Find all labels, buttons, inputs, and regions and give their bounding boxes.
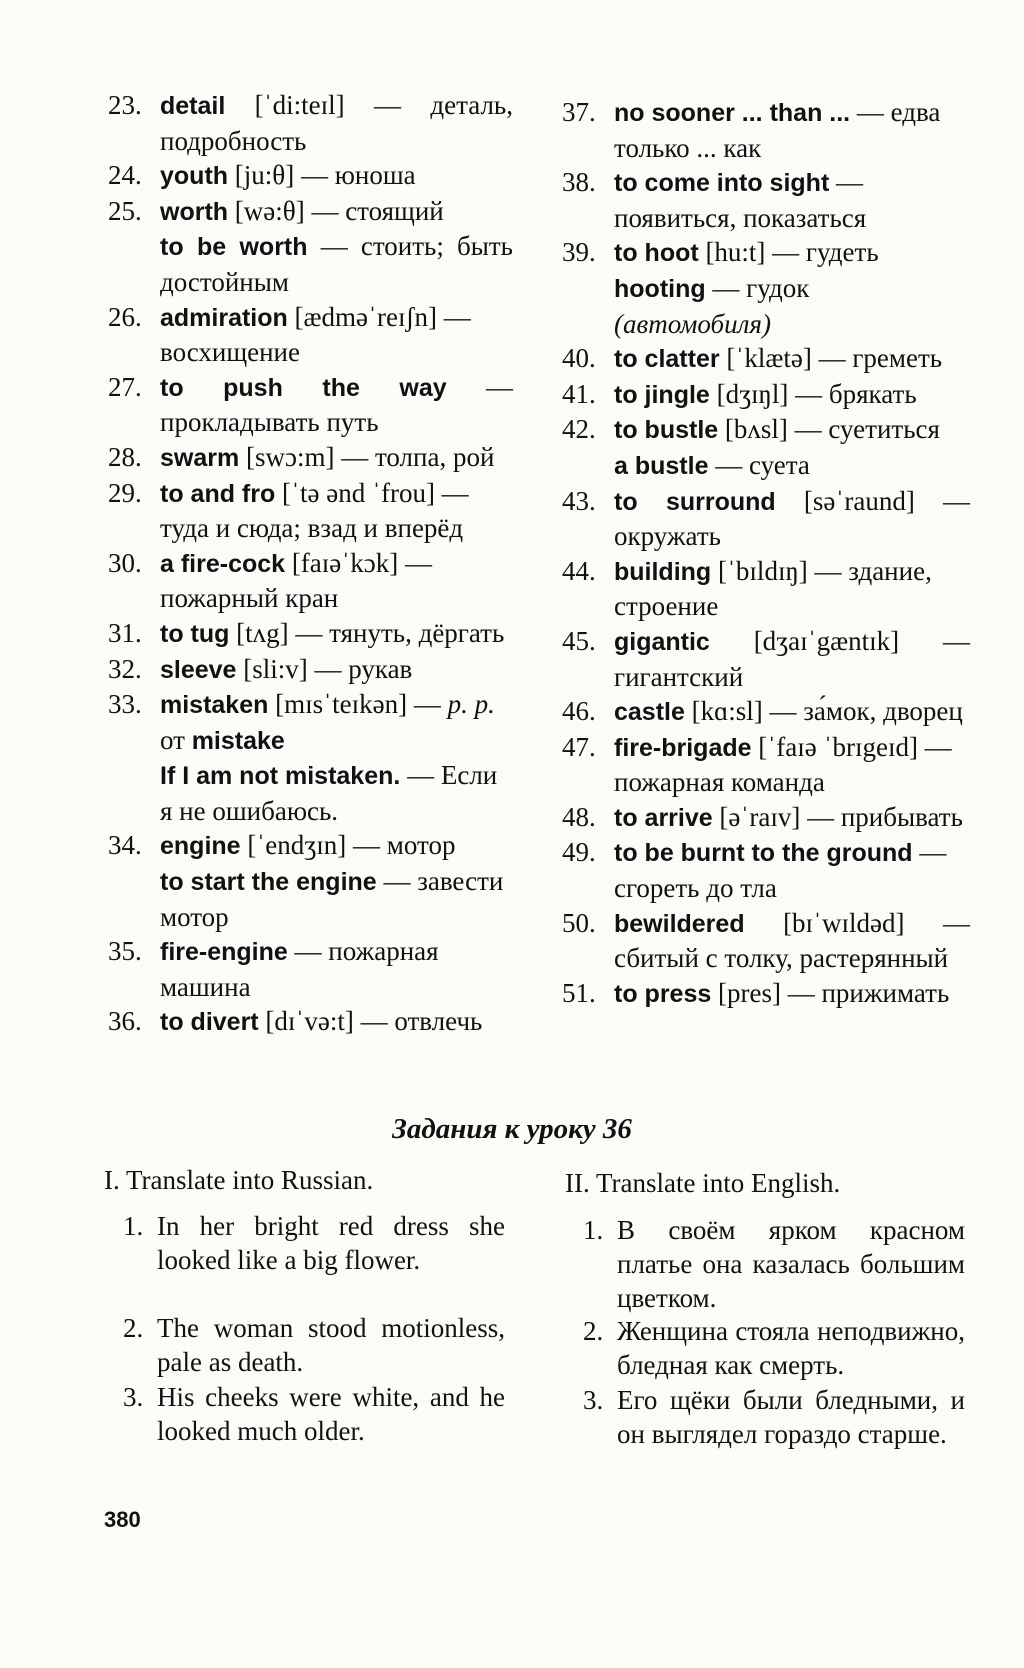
subentry-definition: — стоить; быть достойным: [160, 231, 513, 297]
entry-term: to clatter: [614, 345, 720, 374]
entry-number: 27.: [108, 371, 142, 402]
entry-term: to be burnt to the ground: [614, 839, 913, 868]
vocab-entry-50: [562, 906, 970, 976]
subentry-term: to be worth: [160, 233, 308, 262]
vocab-entry-47: [562, 730, 970, 800]
vocab-entry-37: [562, 95, 970, 165]
vocab-entry-49: [562, 835, 970, 905]
subentry-term: to start the engine: [160, 868, 377, 897]
vocabulary-column-right: [562, 95, 970, 1011]
vocab-entry-28: [108, 440, 513, 476]
entry-term-base: mistake: [191, 726, 285, 755]
entry-number: 50.: [562, 907, 596, 938]
entry-number: 32.: [108, 653, 142, 684]
lesson-tasks-title: Задания к уроку 36: [392, 1113, 632, 1145]
entry-number: 41.: [562, 378, 596, 409]
vocab-entry-30: [108, 546, 513, 616]
entry-number: 31.: [108, 617, 142, 648]
entry-definition: [dʒaɪˈgæntɪk] — гигантский: [614, 625, 970, 692]
entry-definition: [bʌsl] — суетиться: [718, 414, 940, 445]
vocab-entry-25: [108, 194, 513, 300]
entry-definition: [ˈbɪldɪŋ] — здание, строение: [614, 555, 932, 622]
vocab-entry-32: [108, 652, 513, 688]
entry-definition: [dɪˈvə:t] — отвлечь: [258, 1006, 483, 1037]
vocab-entry-41: [562, 377, 970, 413]
vocab-entry-34: [108, 828, 513, 934]
entry-definition: [faɪəˈkɔk] — пожарный кран: [160, 547, 432, 614]
entry-term: fire-brigade: [614, 733, 752, 762]
entry-number: 44.: [562, 555, 596, 586]
subentry-definition: — суета: [708, 449, 810, 480]
entry-term: to arrive: [614, 803, 713, 832]
entry-definition: — едва только ... как: [614, 97, 941, 163]
entry-subentry: [160, 758, 513, 828]
entry-definition: — сгореть до тла: [614, 837, 947, 904]
entry-number: 38.: [562, 167, 596, 198]
exercise-1-item-1: [123, 1209, 505, 1277]
entry-term: a fire-cock: [160, 549, 286, 578]
entry-term: mistaken: [160, 691, 269, 720]
entry-term: bewildered: [614, 909, 745, 938]
entry-definition: [tʌg] — тянуть, дёргать: [229, 617, 505, 648]
item-number: 3.: [583, 1385, 604, 1415]
exercise-1-heading: I. Translate into Russian.: [104, 1165, 374, 1195]
item-number: 2.: [123, 1313, 144, 1343]
entry-number: 47.: [562, 731, 596, 762]
page-number: 380: [104, 1507, 141, 1532]
entry-definition: — прокладывать путь: [160, 371, 514, 438]
subentry-definition: — гудок: [705, 272, 810, 303]
vocab-entry-46: [562, 694, 970, 730]
entry-definition: [bɪˈwɪldəd] — сбитый с толку, растерянный: [614, 907, 970, 974]
vocab-entry-23: [108, 88, 513, 158]
entry-term: building: [614, 557, 712, 586]
entry-term: fire-engine: [160, 938, 288, 967]
entry-definition: [hu:t] — гудеть: [698, 237, 879, 268]
entry-definition: [pres] — прижимать: [711, 977, 950, 1008]
entry-definition: [ˈfaɪə ˈbrɪgeɪd] — пожарная команда: [614, 731, 952, 798]
entry-number: 34.: [108, 830, 142, 861]
entry-number: 45.: [562, 625, 596, 656]
item-text: His cheeks were white, and he looked much older.: [157, 1382, 505, 1446]
entry-number: 42.: [562, 414, 596, 445]
vocab-entry-42: [562, 412, 970, 483]
subentry-definition: — Если я не ошибаюсь.: [160, 760, 498, 826]
subentry-term: hooting: [614, 274, 706, 303]
entry-subentry: [614, 271, 970, 341]
exercise-2-item-3: [583, 1383, 965, 1451]
entry-number: 37.: [562, 97, 596, 127]
entry-definition: [mɪsˈteɪkən] —: [268, 689, 448, 720]
entry-number: 39.: [562, 237, 596, 268]
entry-definition: [swɔ:m] — толпа, рой: [239, 441, 495, 472]
entry-number: 29.: [108, 477, 142, 508]
vocab-entry-36: [108, 1004, 513, 1040]
entry-number: 46.: [562, 696, 596, 727]
entry-term: to bustle: [614, 416, 719, 445]
entry-definition: [dʒɪŋl] — брякать: [709, 378, 917, 409]
entry-definition: [wə:θ] — стоящий: [228, 195, 444, 226]
entry-term: castle: [614, 698, 685, 727]
item-number: 2.: [583, 1316, 604, 1346]
subentry-term: If I am not mistaken.: [160, 762, 401, 791]
entry-definition: [səˈraund] — окружать: [614, 485, 970, 552]
entry-term: gigantic: [614, 627, 710, 656]
entry-definition: [ˈtə ənd ˈfrou] — туда и сюда; взад и вперёд: [160, 477, 469, 544]
entry-term: to divert: [160, 1008, 259, 1037]
exercise-2-item-1: [583, 1213, 965, 1315]
entry-term: detail: [160, 92, 226, 120]
vocab-entry-29: [108, 476, 513, 546]
exercise-1-item-2: [123, 1311, 505, 1379]
entry-definition: — пожарная машина: [160, 936, 439, 1002]
entry-number: 40.: [562, 343, 596, 374]
entry-definition: — появиться, показаться: [614, 167, 867, 233]
entry-definition: [kɑ:sl] — за́мок, дворец: [684, 696, 963, 727]
entry-number: 26.: [108, 301, 142, 332]
entry-number: 51.: [562, 977, 596, 1008]
entry-number: 33.: [108, 689, 142, 720]
vocab-entry-45: [562, 624, 970, 694]
item-number: 3.: [123, 1382, 144, 1412]
vocab-entry-43: [562, 484, 970, 554]
vocab-entry-33: [108, 687, 513, 828]
vocab-entry-51: [562, 976, 970, 1012]
vocab-entry-39: [562, 235, 970, 341]
entry-term: to and fro: [160, 479, 276, 508]
item-number: 1.: [123, 1211, 144, 1241]
entry-term: no sooner ... than ...: [614, 99, 851, 127]
exercise-1-item-3: [123, 1380, 505, 1448]
entry-number: 24.: [108, 160, 142, 191]
vocab-entry-38: [562, 165, 970, 235]
entry-definition: [ˈklætə] — греметь: [719, 343, 943, 374]
vocab-entry-48: [562, 800, 970, 836]
entry-number: 28.: [108, 441, 142, 472]
vocabulary-column-left: [108, 88, 513, 1040]
entry-term: to come into sight: [614, 169, 830, 198]
exercise-2-item-2: [583, 1314, 965, 1382]
entry-number: 43.: [562, 485, 596, 516]
entry-definition: [ˈdi:teɪl] — деталь, подробность: [160, 90, 513, 156]
entry-number: 30.: [108, 547, 142, 578]
entry-term: to surround: [614, 487, 776, 516]
entry-number: 25.: [108, 195, 142, 226]
exercise-2-heading: II. Translate into English.: [565, 1168, 841, 1198]
entry-term: admiration: [160, 303, 288, 332]
entry-number: 35.: [108, 936, 142, 967]
entry-number: 23.: [108, 90, 142, 120]
vocab-entry-31: [108, 616, 513, 652]
vocab-entry-24: [108, 158, 513, 194]
item-text: В своём ярком красном платье она казалась большим цветком.: [617, 1215, 965, 1313]
item-text: The woman stood motionless, pale as death.: [157, 1313, 505, 1377]
subentry-note: (автомобиля): [614, 308, 771, 339]
entry-subentry: [614, 448, 970, 484]
entry-term: worth: [160, 197, 229, 226]
entry-number: 48.: [562, 801, 596, 832]
entry-number: 49.: [562, 837, 596, 868]
vocab-entry-44: [562, 554, 970, 624]
subentry-term: a bustle: [614, 451, 709, 480]
subentry-definition: — завести мотор: [160, 866, 504, 932]
item-number: 1.: [583, 1215, 604, 1245]
entry-term: to press: [614, 979, 712, 1008]
entry-term: to jingle: [614, 380, 710, 409]
entry-definition: [ju:θ] — юноша: [228, 160, 416, 191]
entry-grammar-note: p. p.: [447, 689, 495, 720]
entry-term: to tug: [160, 619, 230, 648]
vocab-entry-26: [108, 300, 513, 370]
entry-definition: [sli:v] — рукав: [236, 653, 413, 684]
entry-term: sleeve: [160, 655, 237, 684]
entry-term: to hoot: [614, 239, 699, 268]
entry-definition: [əˈraɪv] — прибывать: [712, 801, 963, 832]
vocab-entry-35: [108, 934, 513, 1004]
item-text: Женщина стояла неподвижно, бледная как смерть.: [617, 1316, 965, 1380]
vocab-entry-27: [108, 370, 513, 440]
entry-term: to push the way: [160, 373, 447, 402]
entry-subentry: [160, 229, 513, 299]
entry-term: youth: [160, 162, 229, 191]
vocab-entry-40: [562, 341, 970, 377]
entry-definition: [ˈendʒɪn] — мотор: [240, 830, 456, 861]
entry-subentry: [160, 864, 513, 934]
item-text: Его щёки были бледными, и он выглядел гораздо старше.: [617, 1385, 965, 1449]
entry-number: 36.: [108, 1006, 142, 1037]
entry-term: engine: [160, 832, 241, 861]
item-text: In her bright red dress she looked like a big flower.: [157, 1211, 505, 1275]
entry-term: swarm: [160, 443, 240, 472]
entry-definition: [ædməˈreɪʃn] — восхищение: [160, 301, 471, 368]
entry-definition-cont: от: [160, 724, 192, 755]
